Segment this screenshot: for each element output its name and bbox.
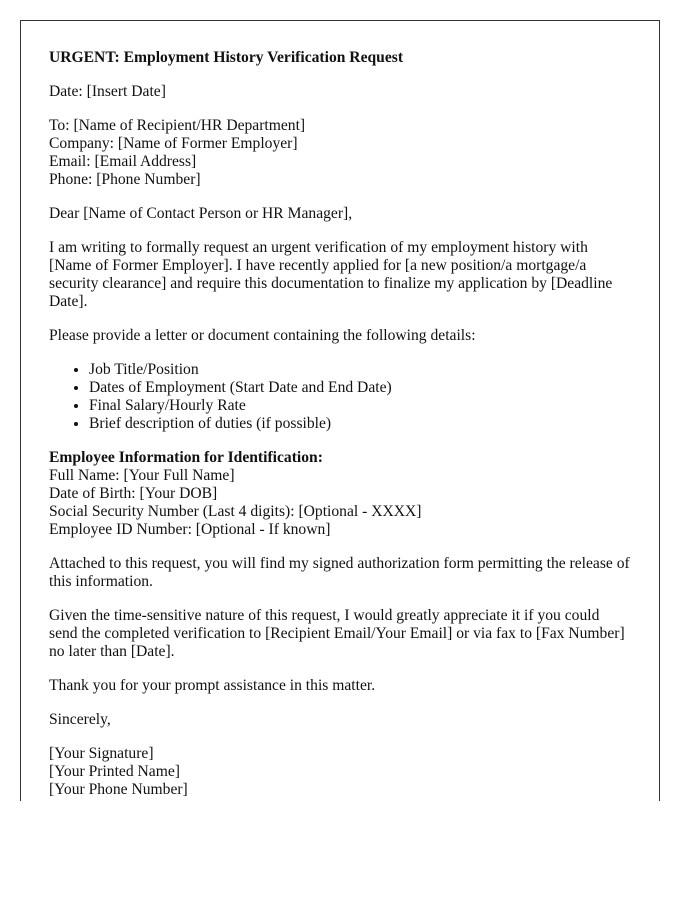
details-list-item: • Brief description of duties (if possible) xyxy=(89,415,631,433)
letter-title: URGENT: Employment History Verification Request xyxy=(49,49,404,66)
recipient-email: Email: [Email Address] xyxy=(49,153,197,170)
letter-page xyxy=(20,20,660,801)
intro-paragraph: I am writing to formally request an urgent verification of my employment history with [Name of Former Employer]. I have recently applied for [a new position/a mortgage/a security clearance] and require this documentation to finalize my application by [Deadline Date]. xyxy=(49,239,613,310)
closing-line: Sincerely, xyxy=(49,711,111,728)
employee-full-name: Full Name: [Your Full Name] xyxy=(49,467,235,484)
recipient-block xyxy=(49,117,631,189)
signature-block xyxy=(49,745,631,799)
signature-line: [Your Signature] xyxy=(49,745,154,762)
attachment-paragraph: Attached to this request, you will find my signed authorization form permitting the release of this information. xyxy=(49,555,630,590)
employee-ssn: Social Security Number (Last 4 digits): [Optional - XXXX] xyxy=(49,503,422,520)
details-list-item: • Final Salary/Hourly Rate xyxy=(89,397,631,415)
recipient-phone: Phone: [Phone Number] xyxy=(49,171,201,188)
employee-info-block xyxy=(49,449,631,539)
details-list-item: • Dates of Employment (Start Date and End Date) xyxy=(89,379,631,397)
date-line: Date: [Insert Date] xyxy=(49,83,166,100)
signature-phone-line: [Your Phone Number] xyxy=(49,781,188,798)
recipient-company: Company: [Name of Former Employer] xyxy=(49,135,298,152)
employee-info-heading: Employee Information for Identification: xyxy=(49,449,323,466)
recipient-to: To: [Name of Recipient/HR Department] xyxy=(49,117,306,134)
salutation: Dear [Name of Contact Person or HR Manager], xyxy=(49,205,353,222)
printed-name-line: [Your Printed Name] xyxy=(49,763,180,780)
thanks-line: Thank you for your prompt assistance in this matter. xyxy=(49,677,376,694)
details-list-item: • Job Title/Position xyxy=(89,361,631,379)
details-list xyxy=(49,361,631,433)
employee-dob: Date of Birth: [Your DOB] xyxy=(49,485,218,502)
details-intro: Please provide a letter or document containing the following details: xyxy=(49,327,476,344)
employee-id: Employee ID Number: [Optional - If known] xyxy=(49,521,331,538)
timing-paragraph: Given the time-sensitive nature of this request, I would greatly appreciate it if you could send the completed verification to [Recipient Email/Your Email] or via fax to [Fax Number] no later than [Date]. xyxy=(49,607,625,660)
